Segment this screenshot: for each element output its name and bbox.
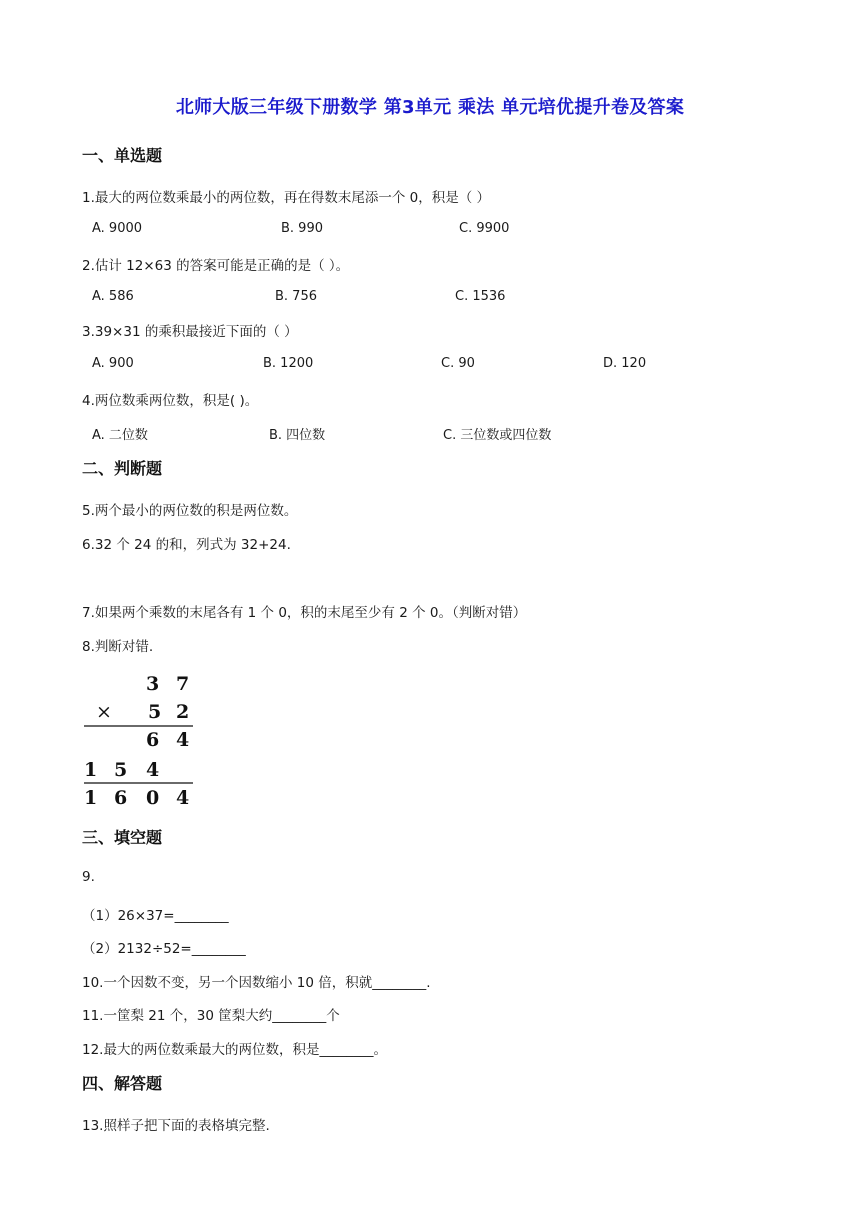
question-8: 8.判断对错.	[82, 639, 154, 655]
question-11: 11.一筐梨 21 个，30 筐梨大约________个	[82, 1008, 340, 1024]
option-c: C. 90	[441, 356, 475, 371]
calc-digit: 4	[176, 729, 190, 751]
calc-digit: 6	[114, 787, 128, 809]
question-3: 3.39×31 的乘积最接近下面的（ ）	[82, 324, 298, 340]
calc-digit: 5	[114, 759, 128, 781]
option-c: C. 1536	[455, 289, 506, 304]
question-5: 5.两个最小的两位数的积是两位数。	[82, 503, 298, 519]
vertical-multiplication	[80, 670, 200, 810]
question-9-part-2: （2）2132÷52=________	[82, 941, 246, 957]
calc-digit: 4	[176, 787, 190, 809]
calc-digit: 6	[146, 729, 160, 751]
calc-digit: 1	[84, 759, 98, 781]
option-a: A. 900	[92, 356, 134, 371]
calc-digit: 4	[146, 759, 160, 781]
calc-digit: 5	[148, 701, 162, 723]
section-heading-solve: 四、解答题	[82, 1074, 163, 1093]
option-b: B. 1200	[263, 356, 314, 371]
calc-digit: 0	[146, 787, 160, 809]
section-heading-fill-blank: 三、填空题	[82, 828, 163, 847]
question-2: 2.估计 12×63 的答案可能是正确的是（ ）。	[82, 258, 350, 274]
question-7: 7.如果两个乘数的末尾各有 1 个 0，积的末尾至少有 2 个 0。（判断对错）	[82, 605, 527, 621]
question-9-part-1: （1）26×37=________	[82, 908, 229, 924]
question-12: 12.最大的两位数乘最大的两位数，积是________。	[82, 1042, 387, 1058]
section-heading-true-false: 二、判断题	[82, 459, 163, 478]
section-heading-single-choice: 一、单选题	[82, 146, 163, 165]
calc-operator: ×	[96, 701, 112, 723]
question-4: 4.两位数乘两位数，积是( )。	[82, 393, 259, 409]
option-c: C. 三位数或四位数	[443, 428, 552, 443]
question-6: 6.32 个 24 的和，列式为 32+24.	[82, 537, 291, 553]
option-b: B. 756	[275, 289, 317, 304]
option-a: A. 9000	[92, 221, 143, 236]
question-10: 10.一个因数不变，另一个因数缩小 10 倍，积就________.	[82, 975, 431, 991]
option-d: D. 120	[603, 356, 647, 371]
vertical-multiplication-figure	[80, 670, 200, 810]
option-b: B. 四位数	[269, 428, 326, 443]
option-a: A. 二位数	[92, 428, 148, 443]
option-c: C. 9900	[459, 221, 510, 236]
calc-digit: 7	[176, 673, 190, 695]
question-13: 13.照样子把下面的表格填完整.	[82, 1118, 270, 1134]
option-a: A. 586	[92, 289, 134, 304]
question-1: 1.最大的两位数乘最小的两位数，再在得数末尾添一个 0，积是（ ）	[82, 190, 491, 206]
option-b: B. 990	[281, 221, 323, 236]
calc-digit: 1	[84, 787, 98, 809]
calc-digit: 3	[146, 673, 160, 695]
page-title: 北师大版三年级下册数学 第3单元 乘法 单元培优提升卷及答案	[175, 97, 685, 118]
question-9: 9.	[82, 869, 95, 885]
calc-digit: 2	[176, 701, 190, 723]
